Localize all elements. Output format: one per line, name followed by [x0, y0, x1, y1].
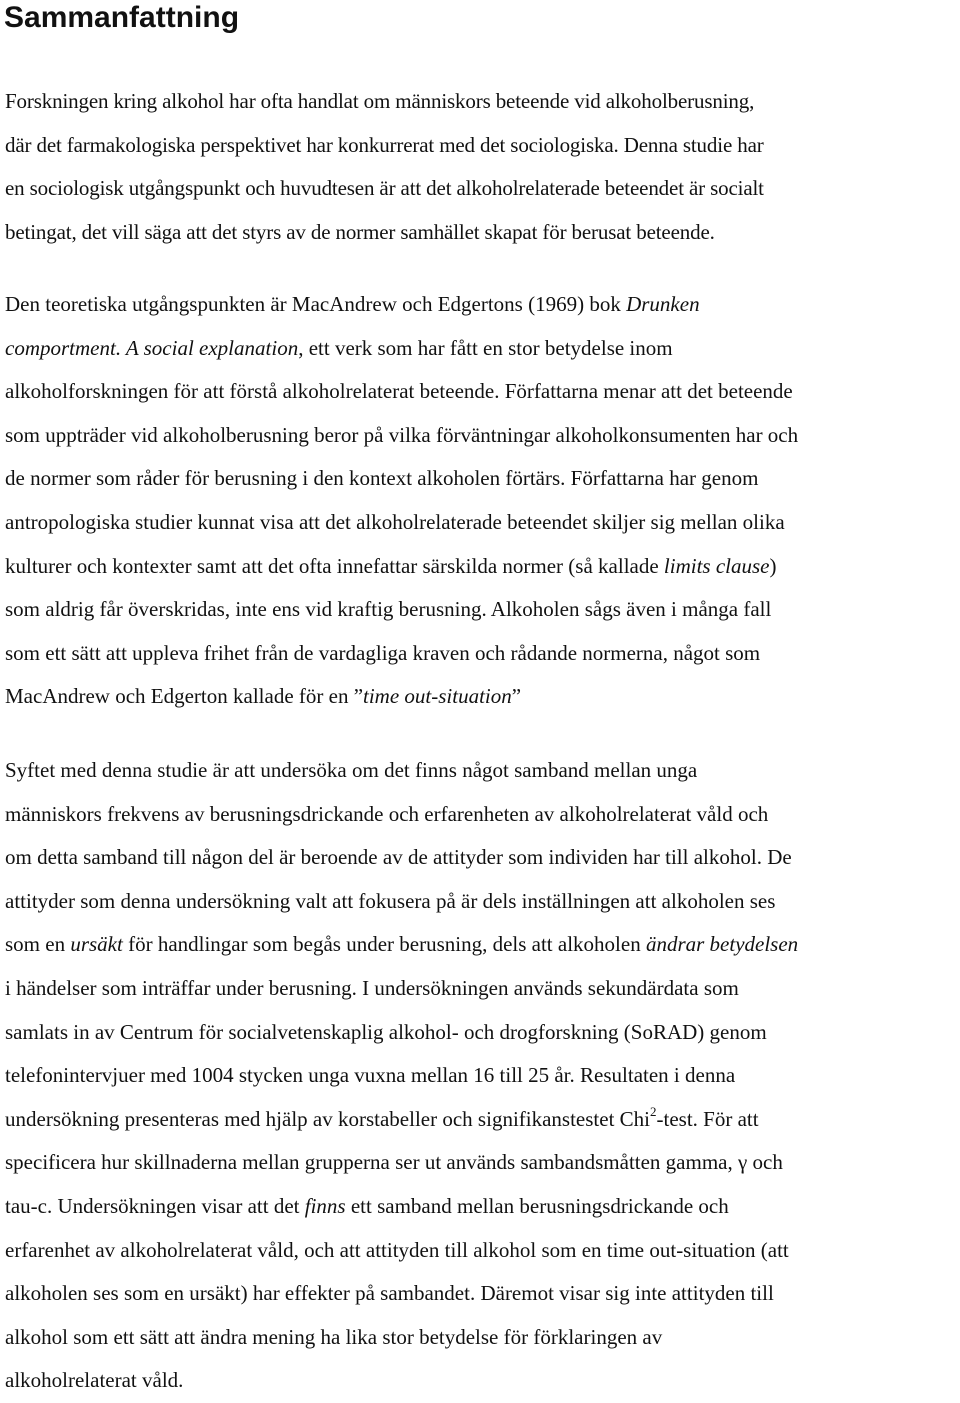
text-line — [5, 457, 960, 501]
text-run: Forskningen kring alkohol har ofta handlat om människors beteende vid alkoholberusning, — [5, 89, 755, 113]
text-run: människors frekvens av berusningsdrickande och erfarenheten av alkoholrelaterat våld och — [5, 801, 769, 826]
text-run: erfarenhet av alkoholrelaterat våld, och att attityden till alkohol som en time out-situation (att — [5, 1237, 789, 1262]
text-line — [5, 283, 960, 327]
text-run: Den teoretiska utgångspunkten är MacAndrew och Edgertons (1969) bok — [5, 292, 627, 316]
text-run: för handlingar som begås under berusning, dels att alkoholen — [122, 932, 646, 957]
text-run: antropologiska studier kunnat visa att det alkoholrelaterade beteendet skiljer sig mellan olika — [5, 509, 785, 534]
text-line — [5, 880, 960, 924]
text-line — [5, 211, 960, 255]
summary-paragraph-2 — [5, 283, 960, 719]
text-line — [5, 1316, 960, 1360]
text-line — [5, 501, 960, 545]
text-line — [5, 1229, 960, 1273]
text-run: alkohol som ett sätt att ändra mening ha lika stor betydelse för förklaringen av — [5, 1324, 663, 1349]
text-run: alkoholforskningen för att förstå alkoholrelaterat beteende. Författarna menar att det beteende — [5, 379, 793, 404]
text-line — [5, 1011, 960, 1055]
text-line — [5, 80, 960, 124]
italic-text: time out-situation — [363, 684, 512, 709]
text-line — [5, 545, 960, 589]
text-run: tau-c. Undersökningen visar att det — [5, 1193, 305, 1218]
text-line — [5, 327, 960, 371]
text-line — [5, 414, 960, 458]
text-run: alkoholen ses som en ursäkt) har effekter på sambandet. Däremot visar sig inte attityden till — [5, 1281, 774, 1306]
text-run: Syftet med denna studie är att undersöka om det finns något samband mellan unga — [5, 758, 698, 782]
italic-text: ändrar betydelsen — [645, 932, 799, 957]
text-run: betingat, det vill säga att det styrs av de normer samhället skapat för berusat beteende. — [5, 219, 715, 244]
text-run: som aldrig får överskridas, inte ens vid kraftig berusning. Alkoholen sågs även i många fall — [5, 597, 772, 622]
text-line — [5, 923, 960, 967]
text-line — [5, 836, 960, 880]
italic-text: comportment. A social explanation — [5, 335, 299, 360]
text-run: ” — [511, 684, 522, 709]
italic-text: Drunken — [626, 292, 700, 316]
text-line — [5, 793, 960, 837]
text-line — [5, 967, 960, 1011]
text-run: som en — [5, 932, 71, 957]
text-run: MacAndrew och Edgerton kallade för en ” — [5, 684, 364, 709]
text-run: undersökning presenteras med hjälp av korstabeller och signifikanstestet Chi — [5, 1106, 651, 1131]
superscript-text: 2 — [650, 1103, 657, 1119]
summary-paragraph-3 — [5, 749, 960, 1403]
text-line — [5, 370, 960, 414]
text-run: som uppträder vid alkoholberusning beror på vilka förväntningar alkoholkonsumenten har och — [5, 422, 799, 447]
text-line — [5, 632, 960, 676]
text-run: attityder som denna undersökning valt att fokusera på är dels inställningen att alkoholen ses — [5, 888, 776, 913]
text-run: telefonintervjuer med 1004 stycken unga vuxna mellan 16 till 25 år. Resultaten i denna — [5, 1063, 736, 1088]
text-line — [5, 1141, 960, 1185]
text-run: -test. För att — [656, 1106, 759, 1131]
text-line — [5, 588, 960, 632]
text-run: som ett sätt att uppleva frihet från de vardagliga kraven och rådande normerna, något som — [5, 640, 761, 665]
italic-text: finns — [304, 1193, 346, 1218]
text-run: där det farmakologiska perspektivet har konkurrerat med det sociologiska. Denna studie har — [5, 132, 764, 157]
text-run: specificera hur skillnaderna mellan grupperna ser ut används sambandsmåtten gamma, γ och — [5, 1150, 783, 1175]
text-line — [5, 675, 960, 719]
text-line — [5, 124, 960, 168]
summary-paragraph-1 — [5, 80, 960, 254]
text-line — [5, 1098, 960, 1142]
text-line — [5, 749, 960, 793]
page-title: Sammanfattning — [4, 1, 240, 34]
text-run: i händelser som inträffar under berusning. I undersökningen används sekundärdata som — [5, 975, 739, 1000]
text-run: samlats in av Centrum för socialvetenskaplig alkohol- och drogforskning (SoRAD) genom — [5, 1019, 767, 1044]
text-line — [5, 167, 960, 211]
text-line — [5, 1054, 960, 1098]
text-line — [5, 1185, 960, 1229]
text-line — [5, 1272, 960, 1316]
text-run: de normer som råder för berusning i den kontext alkoholen förtärs. Författarna har genom — [5, 466, 759, 491]
text-run: , ett verk som har fått en stor betydelse inom — [298, 335, 673, 360]
text-run: en sociologisk utgångspunkt och huvudtesen är att det alkoholrelaterade beteendet är socialt — [5, 176, 764, 201]
text-run: alkoholrelaterat våld. — [5, 1368, 184, 1393]
text-line — [5, 1359, 960, 1403]
text-run: ) — [769, 553, 777, 578]
text-run: ett samband mellan berusningsdrickande och — [345, 1193, 729, 1218]
text-run: om detta samband till någon del är beroende av de attityder som individen har till alkohol. De — [5, 845, 792, 870]
text-run: kulturer och kontexter samt att det ofta innefattar särskilda normer (så kallade — [5, 553, 664, 578]
italic-text: limits clause — [663, 553, 770, 578]
italic-text: ursäkt — [70, 932, 123, 957]
